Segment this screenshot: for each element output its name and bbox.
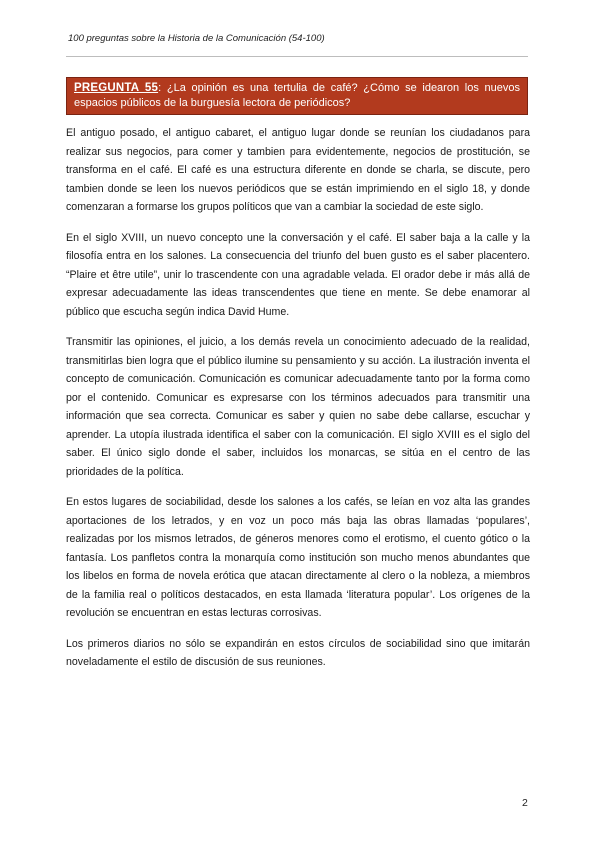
running-header: 100 preguntas sobre la Historia de la Comunicación (54-100): [68, 33, 325, 44]
question-separator: :: [158, 82, 162, 94]
paragraph: En el siglo XVIII, un nuevo concepto une la conversación y el café. El saber baja a la calle y la filosofía entra en los salones. La consecuencia del triunfo del buen gusto es el saber placentero. “Plaire et être utile”, unir lo trascendente con una agradable velada. El orador debe ir más allá de expresar adecuadamente las ideas transcendentes que tiene en mente. Se debe enamorar al público que escucha según indica David Hume.: [66, 231, 530, 318]
paragraph: En estos lugares de sociabilidad, desde los salones a los cafés, se leían en voz alta las grandes aportaciones de los letrados, y en voz un poco más baja las obras llamadas ‘populares’, realizadas por los mismos letrados, de géneros menores como el erotismo, el cuento gótico o la fantasía. Los panfletos contra la monarquía como institución son mucho menos abundantes que los libelos en forma de novela erótica que atacan directamente al clero o la nobleza, a miembros de la familia real o políticos destacados, en esta llamada ‘literatura popular’. Los orígenes de la revolución se encuentran en estas lecturas corrosivas.: [66, 496, 530, 619]
article-body: [66, 124, 530, 684]
question-label: PREGUNTA 55: [74, 82, 159, 94]
question-text: ¿La opinión es una tertulia de café? ¿Cómo se idearon los nuevos espacios públicos de la burguesía lectora de periódicos?: [74, 82, 521, 109]
page-number: 2: [522, 797, 528, 809]
paragraph: Transmitir las opiniones, el juicio, a los demás revela un conocimiento adecuado de la realidad, transmitirlas bien logra que el público ilumine su pensamiento y su acción. La ilustración inventa el concepto de comunicación. Comunicación es comunicar adecuadamente tanto por la forma como por el contenido. Comunicar es expresarse con los términos adecuados para transmitir una información que sea correcta. Comunicar es saber y quien no sabe debe callarse, escuchar y aprender. La utopía ilustrada identifica el saber con la comunicación. El siglo XVIII es el siglo del saber. El único siglo donde el saber, incluidos los monarcas, se sitúa en el centro de las prioridades de la política.: [66, 336, 530, 478]
paragraph: El antiguo posado, el antiguo cabaret, el antiguo lugar donde se reunían los ciudadanos para realizar sus negocios, para comer y tambien para evidentemente, negocios de prostitución, se transforma en el café. El café es una estructura diferente en donde se charla, se discute, pero tambien donde se leen los nuevos periódicos que se están imprimiendo en el siglo 18, y donde comenzaran a formarse los grupos políticos que van a cambiar la sociedad de este siglo.: [66, 127, 530, 213]
paragraph: Los primeros diarios no sólo se expandirán en estos círculos de sociabilidad sino que imitarán noveladamente el estilo de discusión de sus reuniones.: [66, 637, 530, 668]
header-divider: [66, 56, 528, 57]
question-box: [66, 77, 528, 115]
